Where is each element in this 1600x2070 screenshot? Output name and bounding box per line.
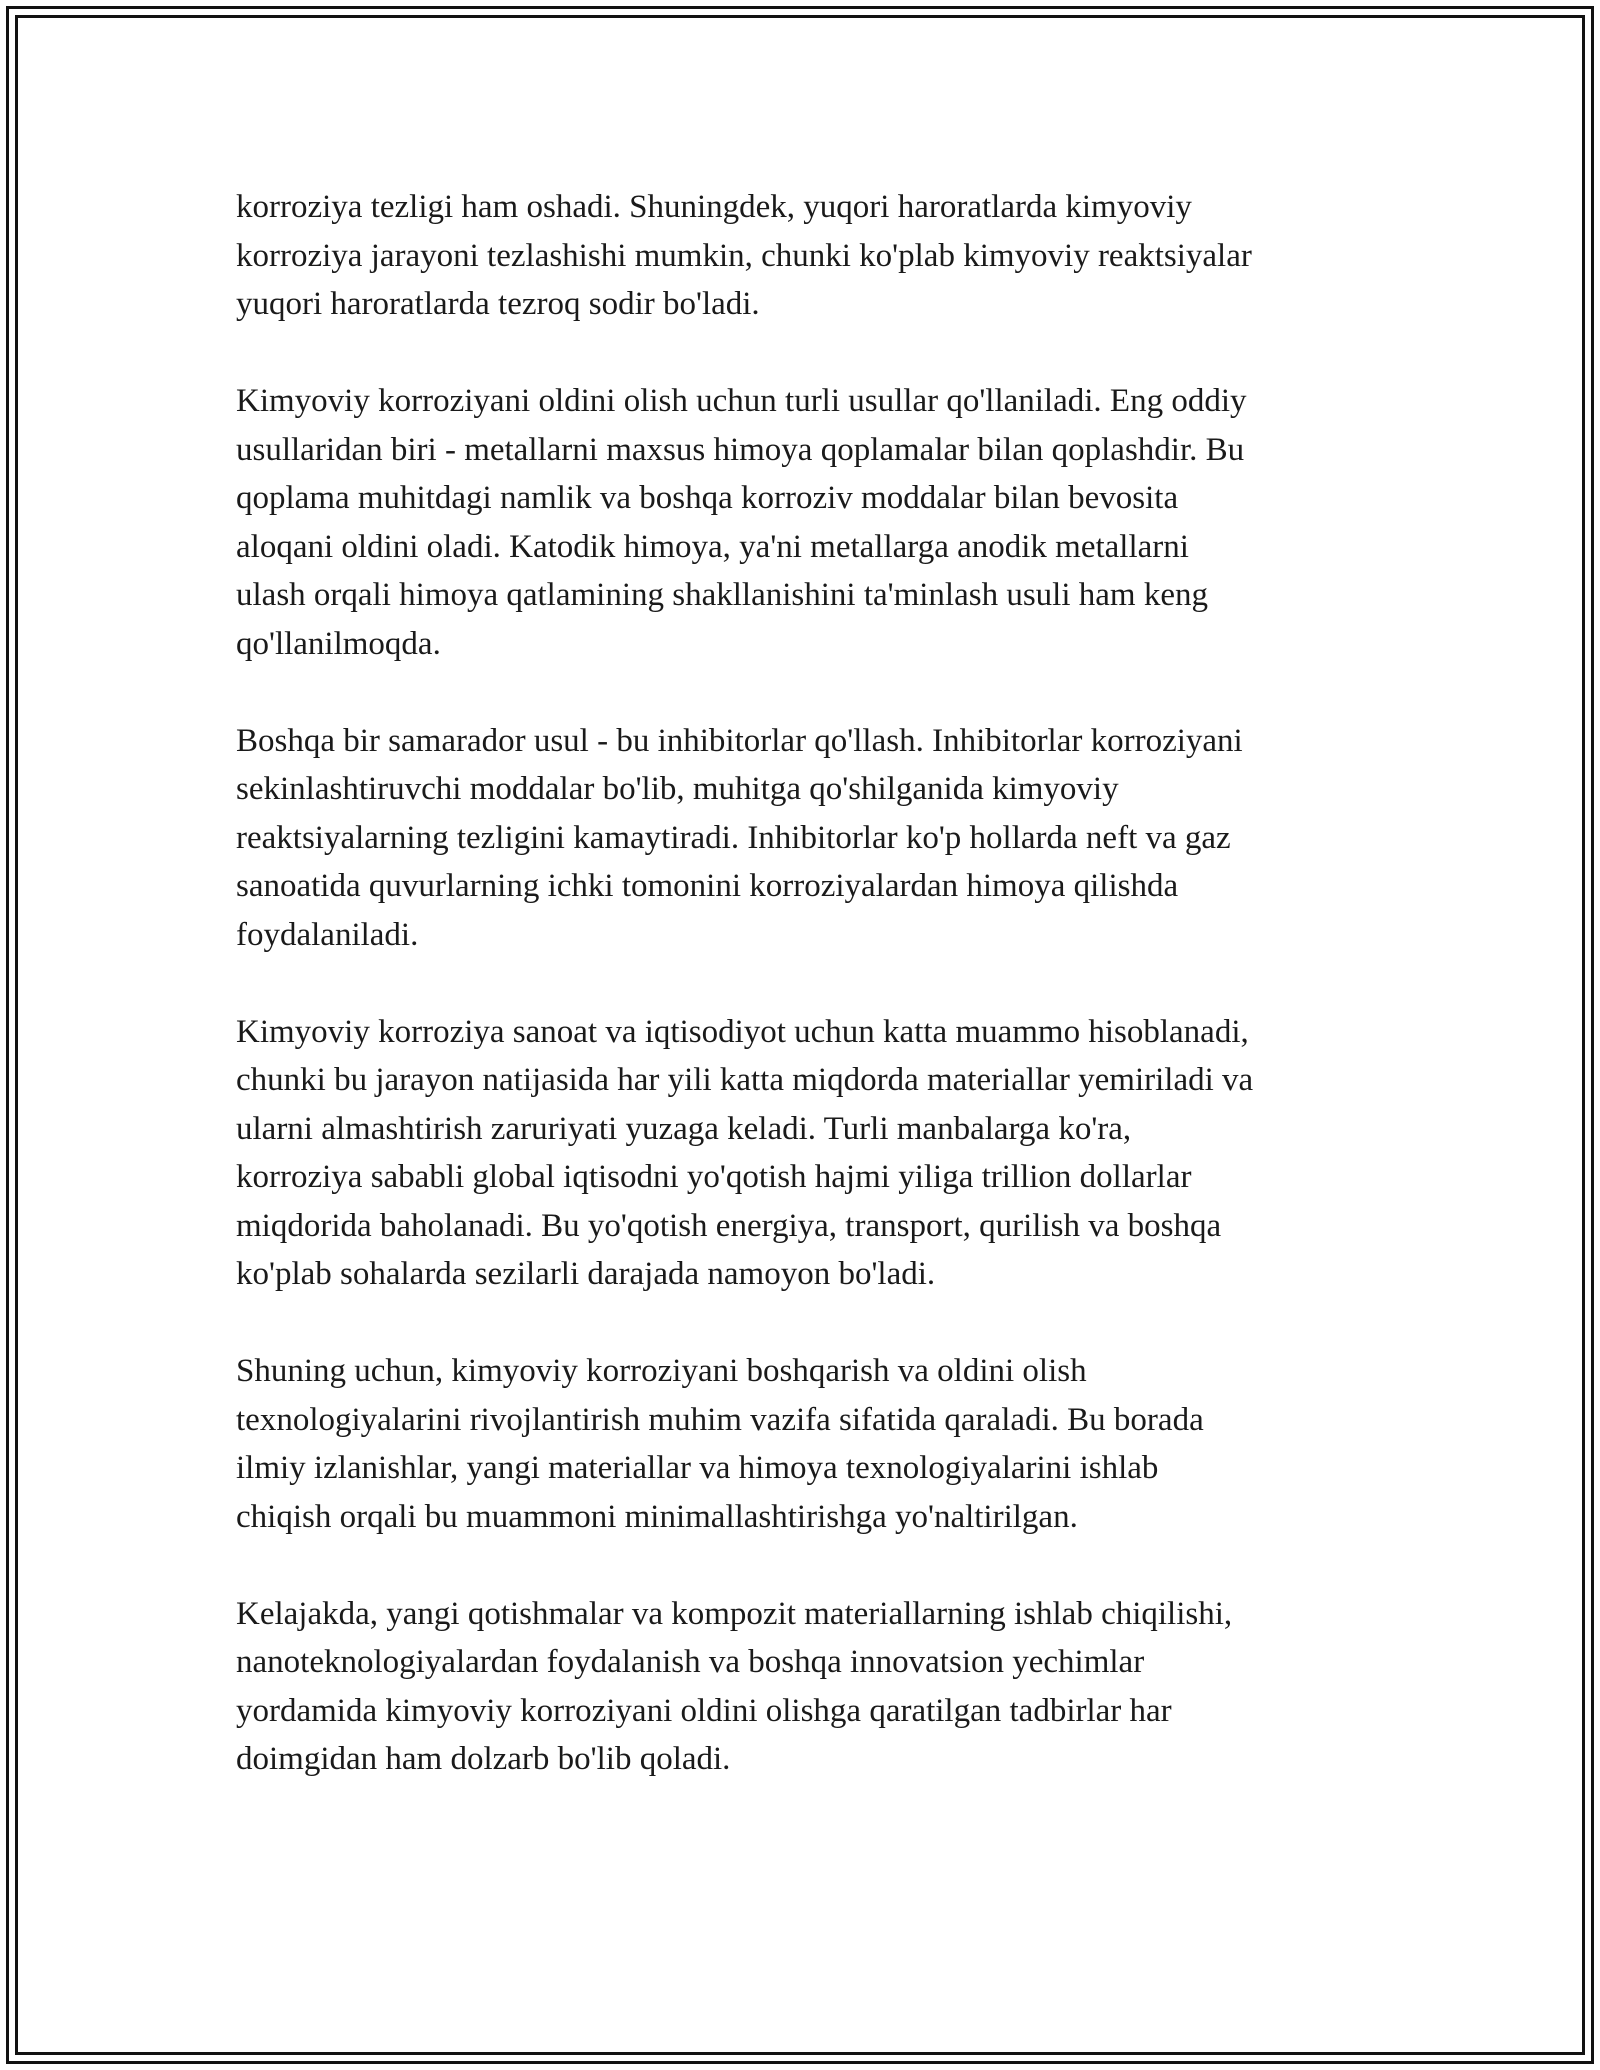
text-line: chiqish orqali bu muammoni minimallashtirishga yo'naltirilgan. (236, 1498, 1078, 1535)
paragraph-2 (236, 377, 1386, 668)
text-line: texnologiyalarini rivojlantirish muhim vazifa sifatida qaraladi. Bu borada (236, 1401, 1204, 1438)
document-body (236, 183, 1386, 1832)
text-line: miqdorida baholanadi. Bu yo'qotish energiya, transport, qurilish va boshqa (236, 1207, 1222, 1244)
text-line: nanoteknologiyalardan foydalanish va boshqa innovatsion yechimlar (236, 1644, 1145, 1680)
text-line: korroziya jarayoni tezlashishi mumkin, chunki ko'plab kimyoviy reaktsiyalar (236, 237, 1252, 274)
text-line: Shuning uchun, kimyoviy korroziyani boshqarish va oldini olish (236, 1353, 1087, 1389)
text-line: yordamida kimyoviy korroziyani oldini olishga qaratilgan tadbirlar har (236, 1692, 1172, 1729)
text-line: sanoatida quvurlarning ichki tomonini korroziyalardan himoya qilishda (236, 868, 1179, 904)
paragraph-1 (236, 183, 1386, 329)
paragraph-5 (236, 1347, 1386, 1541)
paragraph-6 (236, 1590, 1386, 1784)
paragraph-4 (236, 1008, 1386, 1299)
text-line: aloqani oldini oladi. Katodik himoya, ya'ni metallarga anodik metallarni (236, 528, 1189, 565)
text-line: korroziya sababli global iqtisodni yo'qotish hajmi yiliga trillion dollarlar (236, 1159, 1192, 1195)
paragraph-3 (236, 717, 1386, 960)
text-line: ilmiy izlanishlar, yangi materiallar va himoya texnologiyalarini ishlab (236, 1450, 1159, 1486)
text-line: qo'llanilmoqda. (236, 625, 441, 662)
text-line: foydalaniladi. (236, 916, 419, 953)
text-line: Kimyoviy korroziyani oldini olish uchun turli usullar qo'llaniladi. Eng oddiy (236, 383, 1247, 419)
text-line: Kimyoviy korroziya sanoat va iqtisodiyot uchun katta muammo hisoblanadi, (236, 1013, 1249, 1050)
text-line: sekinlashtiruvchi moddalar bo'lib, muhitga qo'shilganida kimyoviy (236, 771, 1119, 807)
text-line: chunki bu jarayon natijasida har yili katta miqdorda materiallar yemiriladi va (236, 1062, 1254, 1098)
text-line: usullaridan biri - metallarni maxsus himoya qoplamalar bilan qoplashdir. Bu (236, 431, 1245, 468)
text-line: ulash orqali himoya qatlamining shakllanishini ta'minlash usuli ham keng (236, 577, 1208, 613)
text-line: Boshqa bir samarador usul - bu inhibitorlar qo'llash. Inhibitorlar korroziyani (236, 722, 1243, 759)
text-line: qoplama muhitdagi namlik va boshqa korroziv moddalar bilan bevosita (236, 480, 1179, 516)
text-line: reaktsiyalarning tezligini kamaytiradi. Inhibitorlar ko'p hollarda neft va gaz (236, 819, 1231, 856)
text-line: Kelajakda, yangi qotishmalar va kompozit materiallarning ishlab chiqilishi, (236, 1595, 1233, 1632)
text-line: ko'plab sohalarda sezilarli darajada namoyon bo'ladi. (236, 1256, 936, 1292)
text-line: ularni almashtirish zaruriyati yuzaga keladi. Turli manbalarga ko'ra, (236, 1110, 1132, 1147)
text-line: yuqori haroratlarda tezroq sodir bo'ladi. (236, 286, 760, 322)
text-line: doimgidan ham dolzarb bo'lib qoladi. (236, 1741, 731, 1777)
text-line: korroziya tezligi ham oshadi. Shuningdek, yuqori haroratlarda kimyoviy (236, 189, 1192, 225)
